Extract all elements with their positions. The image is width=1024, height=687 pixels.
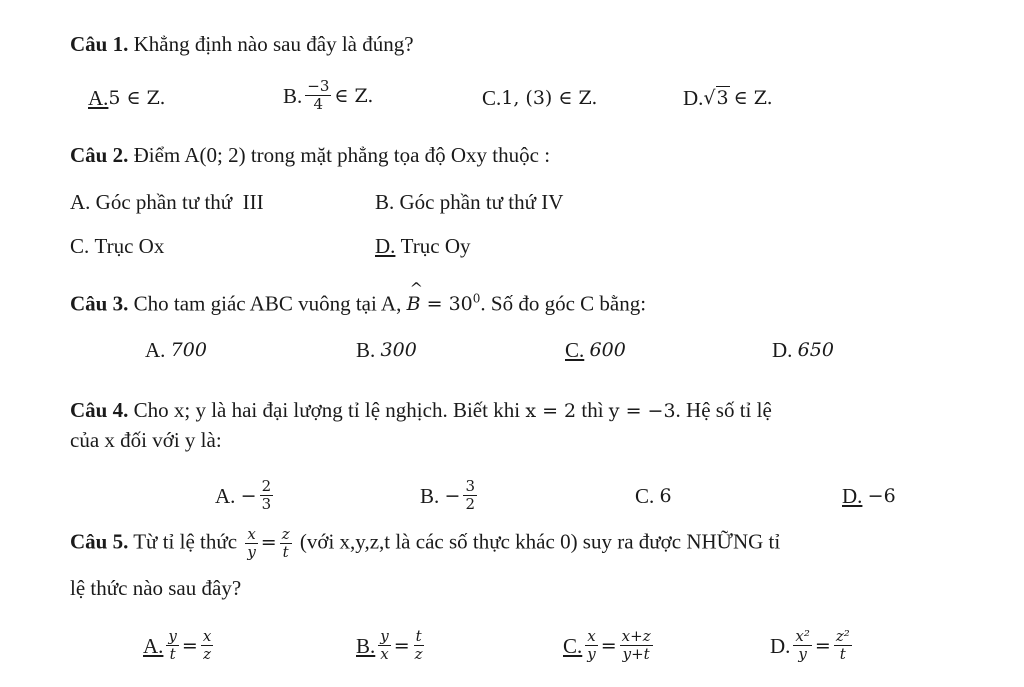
q5-c-d2: y+t [622,645,650,663]
q3-a-sup: 0 [194,339,207,361]
q5-a-n1: y [168,627,177,645]
q2-b-letter: B. [375,190,395,214]
q5-text2: (với x,y,z,t là các số thực khác 0) suy ra được NHỮNG tỉ [299,529,781,554]
q5-a-frac1 [166,628,178,663]
q4-option-b[interactable] [420,478,480,513]
q5-b-d1: x [380,645,389,663]
q1-d-sqrt: √3 [703,87,729,109]
q5-fraction-1 [245,526,257,561]
q3-a-value: 70 [170,339,195,361]
q4-a-fraction [260,478,274,513]
q4-option-d[interactable] [842,482,896,510]
q3-d-letter: D. [772,338,793,362]
q2-b-text: Góc phần tư thứ IV [399,190,564,214]
q4-option-a[interactable] [215,478,276,513]
q2-d-letter: D. [375,234,396,258]
q1-d-tail: ∈ Z. [733,87,773,109]
q5-c-frac2 [620,628,653,663]
q4-label: Câu 4. [70,398,129,422]
q4-c-letter: C. [635,484,655,508]
q5-f1-denominator: y [247,543,256,561]
q4-b-numerator: 3 [465,477,475,495]
q5-b-letter: B. [356,633,376,658]
q5-text1: Từ tỉ lệ thức [133,529,238,554]
q4-c-value: 6 [659,485,672,507]
q5-a-n2: x [202,627,212,645]
q2-a-letter: A. [70,190,91,214]
q1-b-fraction [305,78,331,113]
q3-option-d[interactable] [772,336,834,364]
question-2 [70,141,550,169]
q5-d-frac2 [834,628,852,663]
q5-b-frac1 [378,628,390,663]
q3-text-before: Cho tam giác ABC vuông tại A, [133,291,402,316]
q1-label: Câu 1. [70,32,129,56]
q1-a-content: 5 ∈ Z. [108,87,166,109]
q5-fraction-2 [280,526,292,561]
q1-b-tail: ∈ Z. [334,84,374,107]
q2-option-d[interactable] [375,232,471,260]
q1-b-letter: B. [283,83,303,108]
q5-label: Câu 5. [70,529,129,554]
q3-a-letter: A. [145,338,166,362]
question-5-line2 [70,574,241,602]
q4-d-value: −6 [867,485,896,507]
q5-a-letter: A. [143,633,164,658]
q5-d-n1: x² [795,627,810,645]
q3-angle-b: ^ B [407,290,421,318]
q5-c-frac1 [585,628,597,663]
q4-b-denominator: 2 [465,495,475,513]
q2-d-text: Trục Oy [400,234,471,258]
q4-text3: . Hệ số tỉ lệ [675,398,772,422]
q5-d-d1: y [798,645,807,663]
q5-c-d1: y [587,645,596,663]
q5-option-c[interactable]: C. $\frac{x}{y}$ = $\frac{x+z}{y+t}$ [563,627,651,663]
q2-c-text: Trục Ox [94,234,165,258]
q3-d-value: 65 [797,339,822,361]
q5-d-n2: z² [835,627,850,645]
q4-math1: x = 2 [525,400,577,422]
q2-option-b[interactable] [375,188,563,216]
q3-label: Câu 3. [70,291,129,316]
q4-a-letter: A. [215,483,236,508]
q3-option-a[interactable] [145,336,207,364]
q5-b-n1: y [380,627,389,645]
q2-label: Câu 2. [70,143,129,167]
q5-f2-denominator: t [282,543,289,561]
question-1 [70,30,414,58]
q3-option-b[interactable] [356,336,417,364]
q5-b-n2: t [415,627,422,645]
q1-a-letter: A. [88,86,109,110]
q3-c-sup: 0 [613,339,626,361]
q1-c-content: 1, (3) ∈ Z. [501,87,598,109]
q1-d-radicand: 3 [716,87,729,109]
q4-a-numerator: 2 [261,477,272,495]
q4-option-c[interactable] [635,482,672,510]
q1-d-letter: D. [683,86,704,110]
q5-d-frac1 [793,628,811,663]
q5-c-n2: x+z [621,627,651,645]
q5-b-d2: z [414,645,423,663]
q4-text1: Cho x; y là hai đại lượng tỉ lệ nghịch. Biết khi [133,398,521,422]
question-4 [70,396,772,425]
q4-b-letter: B. [420,483,440,508]
q3-text-after: . Số đo góc C bằng: [480,291,647,316]
q5-f2-numerator: z [281,525,290,543]
q2-a-text: Góc phần tư thứ III [95,190,264,214]
q5-c-n1: x [587,627,596,645]
q3-c-value: 60 [589,339,614,361]
q5-option-b[interactable]: B. $\frac{y}{x}$ = $\frac{t}{z}$ [356,627,423,663]
q5-line2: lệ thức nào sau đây? [70,576,242,600]
q3-b-letter: B. [356,338,376,362]
q3-eq-sup: 0 [472,292,481,306]
question-3 [70,285,646,318]
q5-option-d[interactable]: D. $\frac{\text{x²}}{y}$ = $\frac{\text{z²}}{t}$ [770,627,850,663]
q4-b-sign: − [444,484,461,507]
q2-option-a[interactable] [70,188,264,216]
q1-b-denominator: 4 [313,95,324,113]
q2-text: Điểm A(0; 2) trong mặt phẳng tọa độ Oxy thuộc : [133,143,551,167]
q5-a-d2: z [203,645,212,663]
q3-eq: = 30 [426,293,473,316]
q4-text2: thì [581,398,604,422]
q1-text: Khẳng định nào sau đây là đúng? [133,32,414,56]
q3-b-sup: 0 [404,339,417,361]
q3-d-sup: 0 [821,339,834,361]
q4-d-letter: D. [842,484,863,508]
q2-c-letter: C. [70,234,90,258]
q4-line2: của x đối với y là: [70,428,222,452]
q1-option-d[interactable] [683,84,773,112]
q1-option-c[interactable] [482,84,597,112]
q2-option-c[interactable] [70,232,164,260]
q5-a-frac2 [201,628,213,663]
question-4-line2 [70,426,222,454]
q5-c-letter: C. [563,633,583,658]
q1-option-b[interactable] [283,78,373,113]
q1-b-numerator: −3 [307,77,330,95]
q5-d-d2: t [839,645,846,663]
q4-math2: y = −3 [608,400,676,422]
q5-option-a[interactable]: A. $\frac{y}{t}$ = $\frac{x}{z}$ [143,627,212,663]
q3-b-value: 30 [380,339,405,361]
q3-option-c[interactable] [565,336,626,364]
q5-a-d1: t [169,645,176,663]
q4-b-fraction [463,478,477,513]
q3-c-letter: C. [565,338,585,362]
q5-f1-numerator: x [247,525,256,543]
q1-c-letter: C. [482,86,502,110]
q1-option-a[interactable] [88,84,166,112]
q5-b-frac2 [413,628,425,663]
q4-a-denominator: 3 [261,495,272,513]
q4-a-sign: − [240,484,257,507]
question-5: Câu 5. Từ tỉ lệ thức $\frac{x}{y}$ = $\frac{z}{t}$ (với x,y,z,t là các số thực khác 0) suy ra được NHỮNG tỉ [70,525,781,561]
q5-d-letter: D. [770,633,791,658]
